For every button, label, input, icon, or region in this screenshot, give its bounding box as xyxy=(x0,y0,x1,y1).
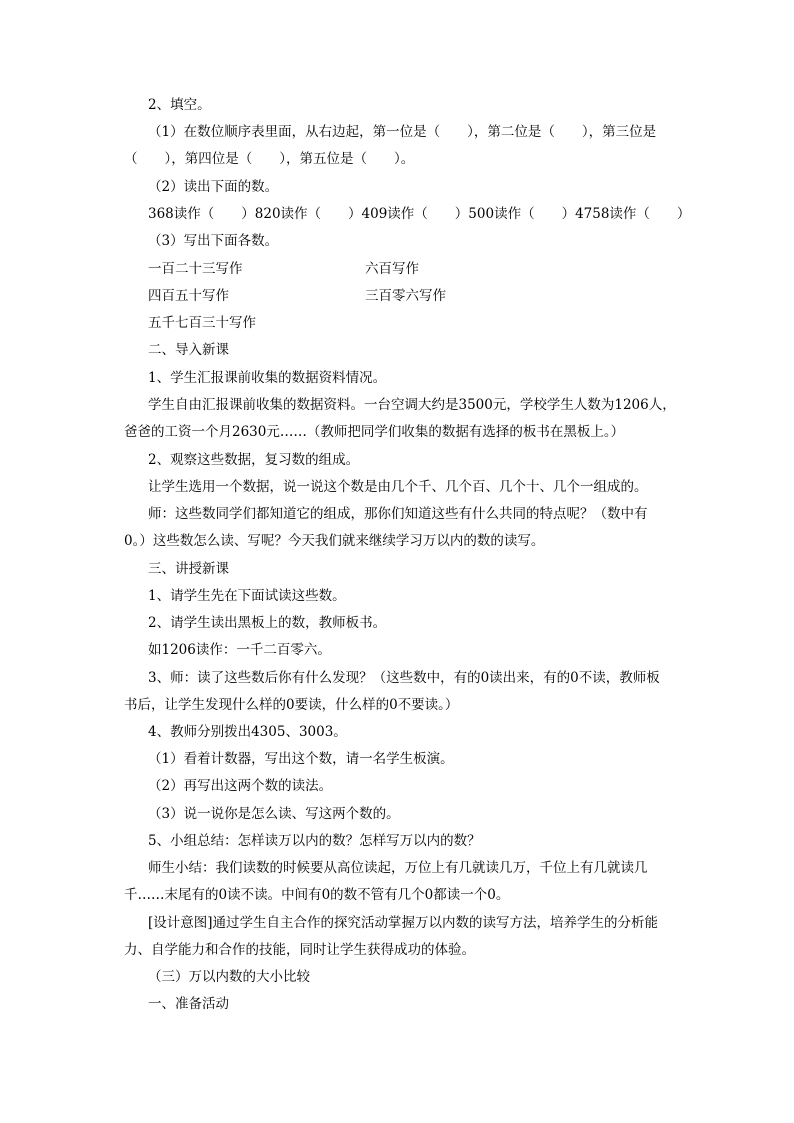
section-heading-preparation: 一、准备活动 xyxy=(148,996,229,1012)
write-number-1: 一百二十三写作 xyxy=(148,261,243,277)
question-3-heading: （3）写出下面各数。 xyxy=(148,233,279,249)
paragraph: 如1206读作：一千二百零六。 xyxy=(148,642,331,658)
paragraph: 0。）这些数怎么读、写呢？今天我们就来继续学习万以内的数的读写。 xyxy=(124,533,545,549)
section-heading-intro: 二、导入新课 xyxy=(148,342,229,358)
paragraph: 1、学生汇报课前收集的数据资料情况。 xyxy=(148,370,387,386)
paragraph: （1）看着计数器，写出这个数，请一名学生板演。 xyxy=(148,751,454,767)
paragraph: 千……末尾有的0读不读。中间有0的数不管有几个0都读一个0。 xyxy=(124,887,510,903)
paragraph: 书后，让学生发现什么样的0要读，什么样的0不要读。） xyxy=(124,697,459,713)
paragraph: （3）说一说你是怎么读、写这两个数的。 xyxy=(148,806,400,822)
paragraph: 师：这些数同学们都知道它的组成，那你们知道这些有什么共同的特点呢？（数中有 xyxy=(148,506,648,522)
paragraph: 爸爸的工资一个月2630元……（教师把同学们收集的数据有选择的板书在黑板上。） xyxy=(124,424,625,440)
question-1-line-1: （1）在数位顺序表里面，从右边起，第一位是（ ），第二位是（ ），第三位是 xyxy=(148,124,657,140)
design-intent-line-2: 力、自学能力和合作的技能，同时让学生获得成功的体验。 xyxy=(124,942,475,958)
write-number-3: 四百五十写作 xyxy=(148,288,229,304)
section-heading-comparison: （三）万以内数的大小比较 xyxy=(148,969,310,985)
paragraph: 1、请学生先在下面试读这些数。 xyxy=(148,588,346,604)
paragraph: 师生小结：我们读数的时候要从高位读起，万位上有几就读几万，千位上有几就读几 xyxy=(148,860,648,876)
paragraph: 让学生选用一个数据，说一说这个数是由几个千、几个百、几个十、几个一组成的。 xyxy=(148,479,648,495)
paragraph: 4、教师分别拨出4305、3003。 xyxy=(148,724,347,740)
write-number-4: 三百零六写作 xyxy=(365,288,446,304)
design-intent-line-1: [设计意图]通过学生自主合作的探究活动掌握万以内数的读写方法，培养学生的分析能 xyxy=(148,915,659,931)
question-2-numbers: 368读作（ ）820读作（ ）409读作（ ）500读作（ ）4758读作（ ） xyxy=(148,206,691,222)
paragraph: （2）再写出这两个数的读法。 xyxy=(148,778,333,794)
paragraph: 5、小组总结：怎样读万以内的数？怎样写万以内的数？ xyxy=(148,833,481,849)
question-2-heading: （2）读出下面的数。 xyxy=(148,179,279,195)
paragraph: 3、师：读了这些数后你有什么发现？（这些数中，有的0读出来，有的0不读，教师板 xyxy=(148,670,660,686)
paragraph: 2、请学生读出黑板上的数，教师板书。 xyxy=(148,615,387,631)
fill-blank-heading: 2、填空。 xyxy=(148,97,211,113)
paragraph: 2、观察这些数据，复习数的组成。 xyxy=(148,452,360,468)
paragraph: 学生自由汇报课前收集的数据资料。一台空调大约是3500元，学校学生人数为1206人， xyxy=(148,397,676,413)
write-number-5: 五千七百三十写作 xyxy=(148,315,256,331)
section-heading-new-lesson: 三、讲授新课 xyxy=(148,561,229,577)
question-1-line-2: （ ），第四位是（ ），第五位是（ ）。 xyxy=(124,151,415,167)
write-number-2: 六百写作 xyxy=(365,261,419,277)
